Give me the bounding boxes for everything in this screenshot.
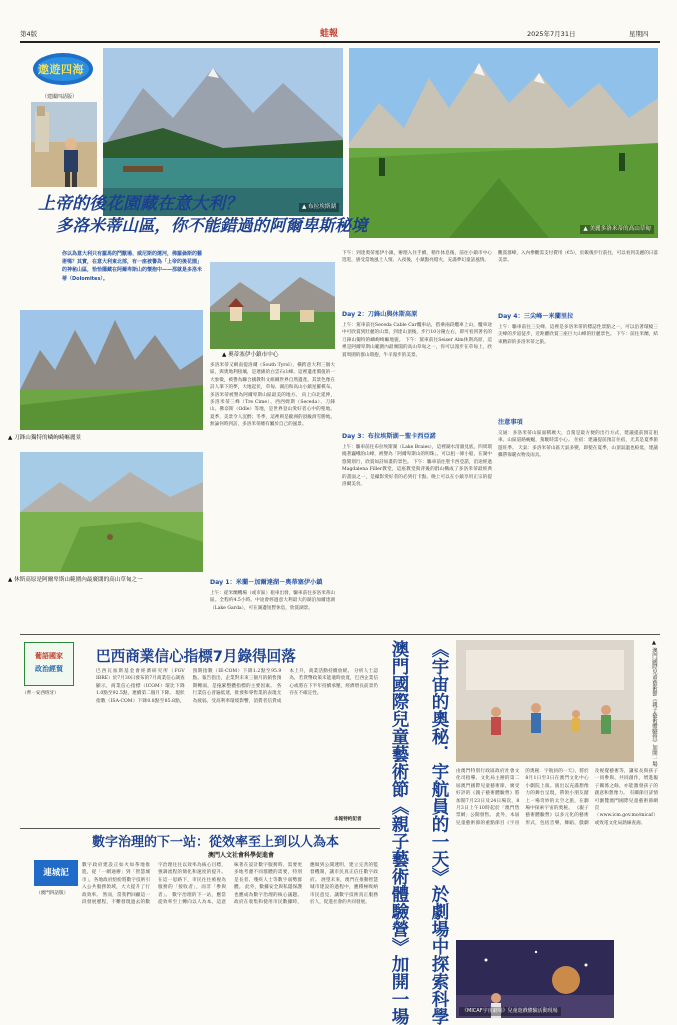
photo-alpine-meadow: [349, 48, 658, 238]
photo-knife-ridge: [8, 310, 203, 441]
photo-space-theatre: [456, 940, 614, 1018]
author-photo: [31, 102, 97, 187]
date: 2025年7月31日: [527, 30, 576, 38]
arts-vertical-title-1: 《宇宙的奧秘．宇航員的一天》於劇場中探索科學: [429, 640, 449, 1025]
travel-logo: [32, 52, 94, 86]
section-divider-1: [20, 634, 660, 635]
travel-col3-text: 下午：到達奧蒂塞伊小鎮，辦理入住手續，稍作休息後，前往小鎮市中心逛逛，感受當地風土人情。入夜後，小鎮點亮燈火，充滿夢幻童話風情。: [342, 251, 492, 264]
business-headline: 巴西商業信心指標7月錄得回落: [96, 648, 296, 665]
day4-text: 上午：驅車前往三尖峰，這裡是多洛米蒂的標誌性景點之一，可以沿著環繞三尖峰的步道徒步，近距離欣賞三座巨大山峰的壯麗景色。 下午：前往米蘭，結束精彩的多洛米蒂之旅。: [498, 325, 658, 345]
page-number: 第4版: [20, 30, 38, 38]
travel-logo-text: 遨遊四海: [38, 63, 84, 76]
day2-title: Day 2：刀鋒山與休斯高原: [342, 311, 418, 318]
business-logo-line1: 葡語國家: [35, 652, 63, 660]
business-column-author: （齊一安西班牙）: [22, 691, 59, 696]
digital-headline: 數字治理的下一站：從效率至上到以人為本: [92, 835, 340, 850]
day1-title: Day 1：米蘭－加爾達湖－奧蒂塞伊小鎮: [210, 579, 323, 586]
digital-author: （澳門四話版）: [36, 891, 69, 896]
photo-space-caption: 《MICAF宇宙劇場》兒童遊戲體驗活動現場: [459, 1007, 561, 1016]
photo-kids-camp: [456, 640, 634, 762]
business-byline: 本報特約記者: [334, 817, 362, 822]
travel-col4-text: 觀賞群峰，入內參觀需支付費用（€5），於飯後步行前往，可以看到美麗的日落美景。: [498, 251, 658, 264]
photo-braies-caption: ▲ 布拉埃斯湖: [299, 203, 339, 212]
digital-logo-text: 連城記: [43, 868, 69, 878]
arts-vertical-title-2: 澳門國際兒童藝術節《親子藝術體驗營》加開一場: [389, 640, 409, 1025]
day3-title: Day 3：布拉埃斯湖－聖卡西亞諾: [342, 433, 436, 440]
photo-ortisei-caption: ▲ 奧蒂塞伊小鎮市中心: [222, 352, 279, 358]
day1-text: 上午：從米蘭機場（或市區）租車出發，驅車前往多洛米蒂山區。全程約4.5小時。中途會經過意大利最大的湖泊加爾達湖（Lake Garda），可在湖邊短暫休息，欣賞湖景。: [210, 591, 335, 611]
day4-title: Day 4：三尖峰－米蘭里拉: [498, 313, 574, 320]
day3-text: 上午：驅車前往布拉埃斯湖（Lake Braies），這裡湖水清澈見底，四周環繞著巍峨的山峰，被譽為「阿爾卑斯山的明珠」。可以租一條小船，在湖中悠閒划行，欣賞如詩如畫的景色。 下午：驅車前往聖卡西亞諾，沿途經過Magdalena Filler教堂，這座教堂與背後的群山構成了多洛米蒂最經典的畫面之一，是攝影愛好者的必到打卡點。晚上可以在小鎮享用正宗的提洛爾美食。: [342, 445, 492, 488]
arts-side-caption: ▲ 澳門國際兒童藝術節《親子藝術體驗營》加開一場: [651, 640, 657, 767]
section-divider-2: [20, 828, 380, 829]
business-logo-line2: 政治經貿: [35, 665, 63, 673]
travel-col2-text: 多洛米蒂又稱南提洛爾（South Tyrol），橫跨意大利三個大區，與奧地利接壤，是連綿的白雲石山峰。這裡遺產價值的一大象徵，被譽為聯合國教科文組織世界自然遺產。其景色像在詩人筆下的夢，大地起伏，草甸、湖泊和高山小鎮星羅棋布。多洛米蒂被譽為阿爾卑斯山區最美的地方。 向上向北延伸，多洛米蒂三峰（Tre Cime）、西西姆斯（Seceda）、刀鋒山、佛奈斯（Odle）等地，是世界登山愛好者心中的聖地。 夏季，美景令人沉醉；冬季，這裡則是歐洲的頂級滑雪勝地。無論何時到訪，多洛米蒂總有屬於自己的風景。: [210, 363, 335, 428]
page-header: [20, 27, 660, 39]
masthead: 蛙報: [320, 29, 339, 39]
business-text: 巴西瓦加斯基金會經濟研究所（FGV IBRE）於7月30日發布的7月商業信心調查顯示，商業信心指標（ICOM）環比下降1.0點至92.5點，連續第二個月下降。 現狀指數（ISA-COM）下降0.8點至85.8點，預期指數（IE-COM）下降1.2點至95.9點。報告指出，企業對未來三個月的銷售預期轉弱，是拖累整體指標的主要因素。 各行業信心普遍低迷，批發和零售業的表現尤為疲弱。受高利率環境影響，消費者信貸成本上升，商業活動持續放緩。 分析人士認為，若貨幣政策未能適時放寬，巴西企業信心或將在下半年持續承壓，經濟增長前景仍存在不確定性。: [96, 669, 378, 704]
travel-headline-2: 多洛米蒂山區，你不能錯過的阿爾卑斯秘境: [56, 216, 368, 235]
header-rule: [20, 41, 660, 43]
digital-text: 數字政府建設正如火如荼地推進，從「一網通辦」到「智慧城市」，各地政府紛紛將數字技術引入公共服務領域，大大提升了行政效率。 然而，當我們回顧這一段發展歷程，不難發現過去的數字治理往往以效率為核心目標，強調流程的簡化和速度的提升。在這一思路下，市民往往被視為服務的「接收者」，而非「參與者」。 數字治理的下一站，應當從效率至上轉向以人為本。這意味著在設計數字服務時，需要更多地考慮不同群體的需要，特別是長者、殘疾人士等數字弱勢群體。 此外，數據安全與私隱保護也應成為數字治理的核心議題。政府在收集和使用市民數據時，應做到公開透明，建立完善的監督機制，讓市民真正信任數字政府。 展望未來，澳門在推動智慧城市建設的過程中，應積極吸納市民意見，讓數字技術真正服務於人，促進社會的共同發展。: [82, 863, 378, 906]
travel-headline-1: 上帝的後花園藏在意大利？: [38, 194, 242, 214]
photo-seiser-alm: [8, 452, 203, 583]
photo-knife-caption: ▲ 刀鋒山獨特的嶙峋崎嶇麗景: [8, 435, 82, 441]
day2-text: 上午：駕車前往Seceda Cable Car纜車站，搭乘兩段纜車上山，纜車途中可欣賞到壯麗的山景。到達山頂後，步行10分鐘左右，即可看到著名的刀鋒山獨特的嶙峋崎嶇地貌。 下午：駕車前往Seiser Alm休斯高原，這裡是阿爾卑斯山範圍內最廣闊的高山草甸之一，你可以漫步在草甸上，欣賞周圍的群山環抱，牛羊漫步的美景。: [342, 323, 492, 358]
photo-seiser-caption: ▲ 休斯高原是阿爾卑斯山範圍內最廣闊的高山草甸之一: [8, 577, 143, 583]
travel-lead: 你以為意大利只有羅馬的鬥獸場、威尼斯的運河，佛羅倫斯的藝術嗎？其實，在意大利東北部，有一座被譽為「上帝的後花園」的神秘山區，恰恰隱藏在阿爾卑斯山的懷抱中——那就是多洛米蒂（Dolomites）。: [62, 251, 203, 282]
notes-text: 交通：多洛米蒂山區面積廣大，自駕是最方便的出行方式，建議提前預訂租車。山區道路蜿蜒，駕駛時需小心。 住宿：建議提前預訂住宿，尤其是夏季旅遊旺季。 天氣：多洛米蒂山區天氣多變，即使在夏季，山頂氣溫也較低，建議攜帶保暖衣物及雨具。: [498, 431, 658, 459]
photo-meadow-caption: ▲ 美麗多洛米蒂的高山草甸: [580, 225, 654, 234]
business-logo: [24, 642, 74, 686]
weekday: 星期四: [629, 30, 649, 38]
notes-title: 注意事項: [498, 419, 523, 426]
digital-byline: 澳門人文社會科學促進會: [208, 852, 275, 859]
arts-text: 由澳門特別行政區政府社會文化司指導、文化局主辦的第二屆澳門國際兒童藝術節，廣受好評的《親子藝術體驗營》將加開7月23日及24日場次，8月3日上午10時起於「澳門售票網」公開發售。 此外，本屆兒童藝術節的重點節目《宇宙的奧秘．宇航員的一天》，將於8月1日至3日在澳門文化中心小劇院上演。演出以充滿想像力的舞台呈現，帶領小朋友踏上一場奇妙的太空之旅，在劇場中探索宇宙的奧秘。 《親子藝術體驗營》以多元化的藝術形式，包括音樂、舞蹈、戲劇及視覺藝術等，讓家長與孩子一同參與、共同創作，增進親子關係之餘，亦能激發孩子的創意和想像力。 有關節目詳情可瀏覽澳門國際兒童藝術節網頁（www.icm.gov.mo/micaf）或致電文化局熱線查詢。: [456, 769, 658, 826]
travel-author: （建國四話版）: [42, 94, 78, 100]
photo-ortisei: [210, 262, 335, 358]
